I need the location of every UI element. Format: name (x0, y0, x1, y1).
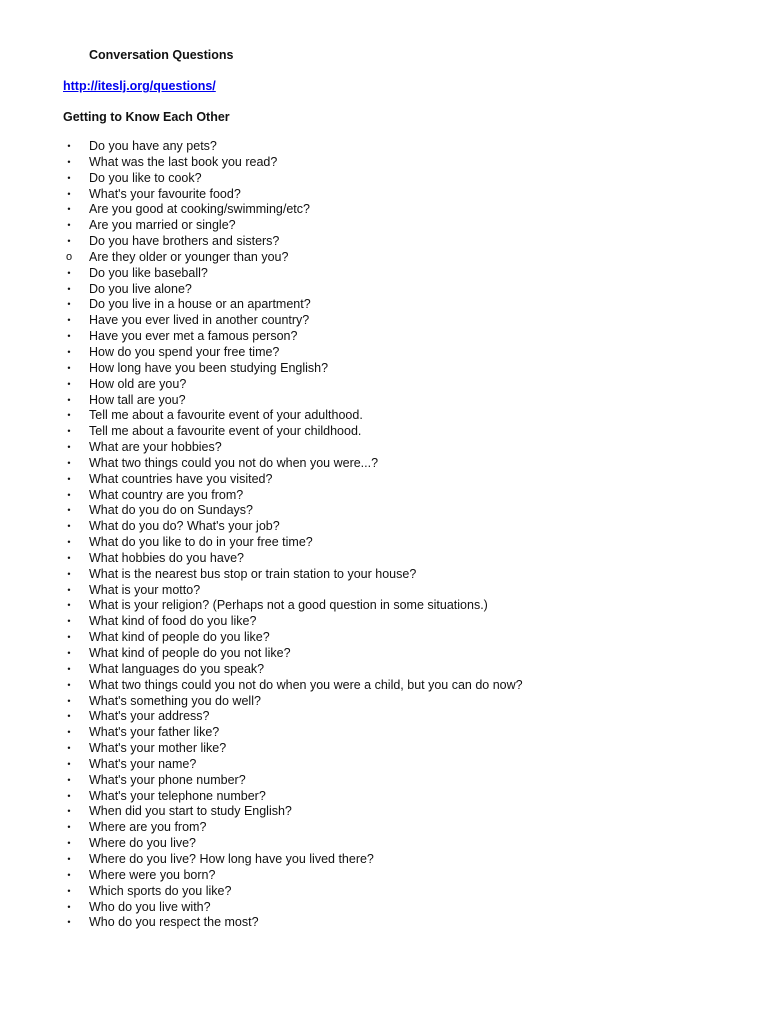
question-text: Tell me about a favourite event of your childhood. (89, 424, 362, 439)
question-text: Who do you respect the most? (89, 915, 259, 930)
question-text: How tall are you? (89, 392, 186, 407)
list-item (0, 155, 768, 171)
question-text: What was the last book you read? (89, 154, 278, 169)
list-item (0, 234, 768, 250)
list-item (0, 868, 768, 884)
question-text: What's your address? (89, 709, 210, 724)
bullet-icon: • (67, 299, 71, 310)
list-item (0, 709, 768, 725)
list-item (0, 266, 768, 282)
list-item (0, 202, 768, 218)
bullet-icon: • (67, 568, 71, 579)
list-item (0, 678, 768, 694)
list-item (0, 171, 768, 187)
list-item (0, 408, 768, 424)
list-item (0, 361, 768, 377)
list-item (0, 424, 768, 440)
question-text: How do you spend your free time? (89, 344, 280, 359)
bullet-icon: • (67, 220, 71, 231)
bullet-icon: • (67, 426, 71, 437)
question-text: Where are you from? (89, 820, 207, 835)
question-text: Are you good at cooking/swimming/etc? (89, 202, 310, 217)
list-item (0, 393, 768, 409)
question-text: What countries have you visited? (89, 471, 273, 486)
question-text: What's your mother like? (89, 741, 227, 756)
document-title: Conversation Questions (89, 48, 234, 62)
question-text: What is your motto? (89, 582, 201, 597)
list-item (0, 884, 768, 900)
list-item (0, 297, 768, 313)
question-text: What kind of people do you like? (89, 630, 270, 645)
sub-bullet-icon: o (65, 250, 73, 263)
bullet-icon: • (67, 885, 71, 896)
bullet-icon: • (67, 236, 71, 247)
bullet-icon: • (67, 584, 71, 595)
list-item (0, 313, 768, 329)
question-text: How long have you been studying English? (89, 360, 329, 375)
list-item (0, 820, 768, 836)
question-text: What is the nearest bus stop or train station to your house? (89, 566, 417, 581)
bullet-icon: • (67, 267, 71, 278)
question-text: What kind of people do you not like? (89, 646, 291, 660)
list-item (0, 218, 768, 234)
question-text: What are your hobbies? (89, 440, 222, 455)
list-item (0, 567, 768, 583)
bullet-icon: • (67, 743, 71, 754)
bullet-icon: • (67, 204, 71, 215)
question-text: What country are you from? (89, 487, 244, 502)
bullet-icon: • (67, 901, 71, 912)
question-text: Do you have brothers and sisters? (89, 234, 280, 249)
bullet-icon: • (67, 695, 71, 706)
list-item (0, 329, 768, 345)
question-text: What's your phone number? (89, 772, 246, 787)
bullet-icon: • (67, 489, 71, 500)
bullet-icon: • (67, 853, 71, 864)
bullet-icon: • (67, 552, 71, 563)
list-item (0, 583, 768, 599)
question-text: Have you ever lived in another country? (89, 313, 310, 328)
list-item (0, 598, 768, 614)
bullet-icon: • (67, 473, 71, 484)
bullet-icon: • (67, 711, 71, 722)
bullet-icon: • (67, 172, 71, 183)
list-item (0, 614, 768, 630)
question-text: Which sports do you like? (89, 883, 232, 898)
list-item (0, 503, 768, 519)
question-text: Are they older or younger than you? (89, 249, 289, 264)
list-item (0, 377, 768, 393)
bullet-icon: • (67, 331, 71, 342)
question-text: What do you do? What's your job? (89, 519, 280, 534)
list-item (0, 789, 768, 805)
section-heading: Getting to Know Each Other (63, 110, 230, 124)
list-item (0, 519, 768, 535)
question-text: What hobbies do you have? (89, 550, 244, 565)
question-text: What is your religion? (Perhaps not a good question in some situations.) (89, 598, 488, 613)
question-text: Do you have any pets? (89, 139, 217, 153)
bullet-icon: • (67, 283, 71, 294)
question-text: Where were you born? (89, 867, 216, 882)
bullet-icon: • (67, 663, 71, 674)
list-item (0, 852, 768, 868)
list-item (0, 535, 768, 551)
question-text: What's your father like? (89, 725, 220, 740)
question-text: What's your telephone number? (89, 788, 266, 803)
bullet-icon: • (67, 442, 71, 453)
question-text: What do you like to do in your free time? (89, 535, 313, 550)
bullet-icon: • (67, 315, 71, 326)
question-text: What languages do you speak? (89, 661, 265, 676)
list-item (0, 836, 768, 852)
bullet-icon: • (67, 869, 71, 880)
list-item (0, 804, 768, 820)
bullet-icon: • (67, 378, 71, 389)
question-list (0, 139, 768, 931)
bullet-icon: • (67, 616, 71, 627)
list-item (0, 139, 768, 155)
list-item (0, 741, 768, 757)
bullet-icon: • (67, 679, 71, 690)
bullet-icon: • (67, 600, 71, 611)
list-item (0, 725, 768, 741)
question-text: Tell me about a favourite event of your adulthood. (89, 408, 363, 423)
list-item (0, 900, 768, 916)
question-text: Where do you live? (89, 836, 197, 851)
question-text: Have you ever met a famous person? (89, 329, 298, 344)
bullet-icon: • (67, 156, 71, 167)
question-text: Are you married or single? (89, 218, 236, 233)
list-item (0, 551, 768, 567)
bullet-icon: • (67, 141, 71, 151)
bullet-icon: • (67, 774, 71, 785)
bullet-icon: • (67, 838, 71, 849)
question-text: What's your favourite food? (89, 186, 241, 201)
bullet-icon: • (67, 394, 71, 405)
question-text: Do you live in a house or an apartment? (89, 297, 311, 312)
bullet-icon: • (67, 632, 71, 643)
bullet-icon: • (67, 806, 71, 817)
question-text: How old are you? (89, 376, 187, 391)
bullet-icon: • (67, 727, 71, 738)
bullet-icon: • (67, 648, 71, 658)
question-text: What's your name? (89, 756, 197, 771)
question-text: What's something you do well? (89, 693, 261, 708)
question-text: Do you like baseball? (89, 265, 208, 280)
list-item (0, 345, 768, 361)
bullet-icon: • (67, 362, 71, 373)
question-text: Do you like to cook? (89, 170, 202, 185)
question-text: When did you start to study English? (89, 804, 292, 819)
question-text: What two things could you not do when you were...? (89, 455, 379, 470)
bullet-icon: • (67, 521, 71, 532)
bullet-icon: • (67, 537, 71, 548)
list-item (0, 773, 768, 789)
question-text: Where do you live? How long have you lived there? (89, 851, 374, 866)
question-text: Do you live alone? (89, 281, 192, 296)
list-item (0, 757, 768, 773)
list-item (0, 915, 768, 931)
question-text: What do you do on Sundays? (89, 503, 254, 518)
list-item (0, 646, 768, 662)
bullet-icon: • (67, 457, 71, 468)
question-text: Who do you live with? (89, 899, 211, 914)
list-item (0, 488, 768, 504)
bullet-icon: • (67, 346, 71, 357)
source-link[interactable]: http://iteslj.org/questions/ (63, 79, 216, 93)
question-text: What two things could you not do when you were a child, but you can do now? (89, 677, 523, 692)
list-item (0, 456, 768, 472)
bullet-icon: • (67, 917, 71, 928)
question-text: What kind of food do you like? (89, 614, 257, 629)
list-item (0, 187, 768, 203)
bullet-icon: • (67, 758, 71, 769)
bullet-icon: • (67, 822, 71, 833)
bullet-icon: • (67, 505, 71, 516)
bullet-icon: • (67, 410, 71, 421)
bullet-icon: • (67, 790, 71, 801)
list-item (0, 630, 768, 646)
list-item (0, 662, 768, 678)
list-item (0, 250, 768, 266)
list-item (0, 472, 768, 488)
list-item (0, 694, 768, 710)
list-item (0, 440, 768, 456)
list-item (0, 282, 768, 298)
bullet-icon: • (67, 188, 71, 199)
